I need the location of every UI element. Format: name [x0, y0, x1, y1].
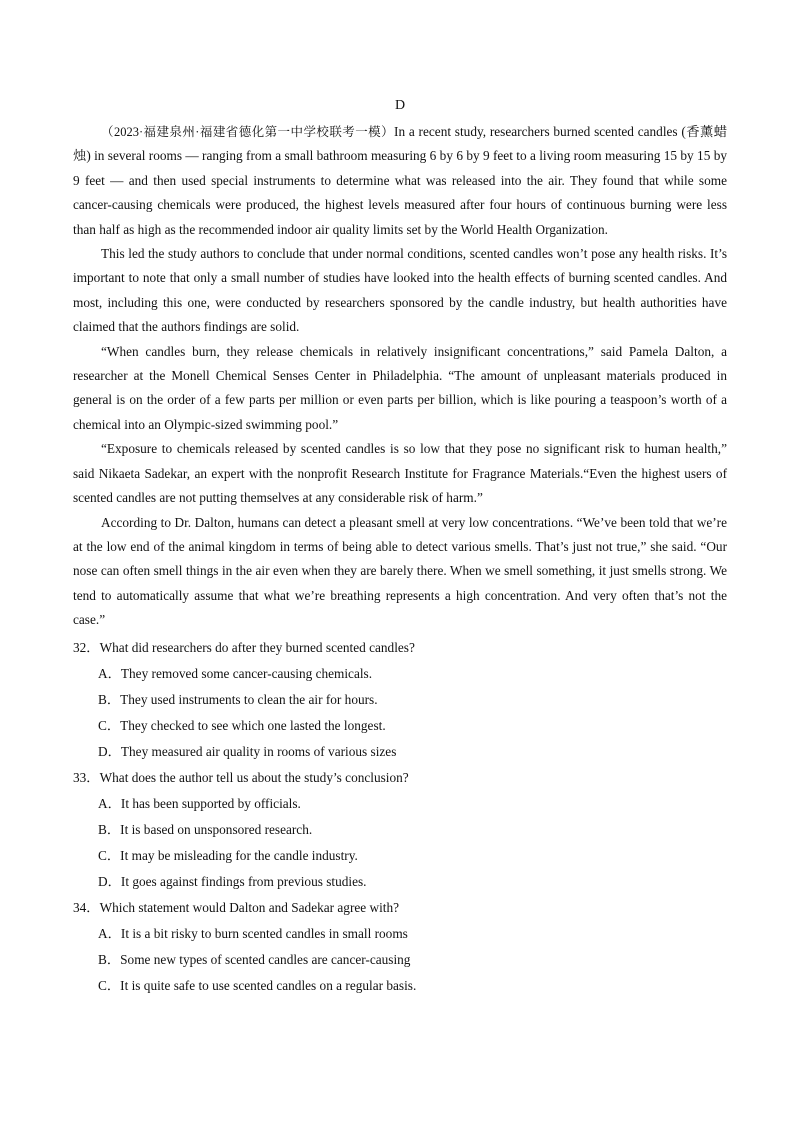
- answer-option-d: D．They measured air quality in rooms of various sizes: [98, 743, 397, 759]
- answer-option-a: A．It is a bit risky to burn scented candles in small rooms: [98, 925, 408, 941]
- answer-option-a: A．They removed some cancer-causing chemicals.: [98, 665, 373, 681]
- document-page: [73, 96, 727, 999]
- question-32: [73, 635, 727, 765]
- passage-paragraph-3: “When candles burn, they release chemicals in relatively insignificant concentrations,” said Pamela Dalton, a researcher at the Monell Chemical Senses Center in Philadelphia. “The amount of unpleasant materials produced in general is on the order of a few parts per million or even parts per billion, which is like pouring a teaspoon’s worth of a chemical into an Olympic-sized swimming pool.”: [73, 343, 727, 432]
- passage-paragraph-5: According to Dr. Dalton, humans can detect a pleasant smell at very low concentrations. “We’ve been told that we’re at the low end of the animal kingdom in terms of being able to detect various smells. That’s just not true,” she said. “Our nose can often smell things in the air even when they are barely there. When we smell something, it just smells strong. We tend to automatically assume that what we’re breathing represents a high concentration. And very often that’s not the case.”: [73, 514, 727, 628]
- source-tag: （2023·福建泉州·福建省德化第一中学校联考一模）: [101, 125, 395, 139]
- answer-option-d: D．It goes against findings from previous studies.: [98, 873, 367, 889]
- question-stem: 34．Which statement would Dalton and Sadekar agree with?: [73, 899, 400, 915]
- passage-paragraph-2: This led the study authors to conclude that under normal conditions, scented candles won’t pose any health risks. It’s important to note that only a small number of studies have looked into the health effects of burning scented candles. And most, including this one, were conducted by researchers sponsored by the candle industry, but health authorities have claimed that the authors findings are solid.: [73, 246, 727, 335]
- passage-paragraph-4: “Exposure to chemicals released by scented candles is so low that they pose no significant risk to human health,” said Nikaeta Sadekar, an expert with the nonprofit Research Institute for Fragrance Materials.“Even the highest users of scented candles are not putting themselves at any considerable risk of harm.”: [73, 441, 727, 506]
- answer-option-b: B．Some new types of scented candles are cancer-causing: [98, 951, 411, 967]
- answer-option-b: B．They used instruments to clean the air for hours.: [98, 691, 378, 707]
- answer-option-c: C．It is quite safe to use scented candles on a regular basis.: [98, 977, 417, 993]
- question-stem: 33．What does the author tell us about the study’s conclusion?: [73, 769, 409, 785]
- answer-option-b: B．It is based on unsponsored research.: [98, 821, 313, 837]
- paragraph-text: In a recent study, researchers burned scented candles (香薰蜡烛) in several rooms — ranging from a small bathroom measuring 6 by 6 by 9 feet to a living room measuring 15 by 15 by 9 feet — and then used special instruments to determine what was released into the air. They found that while some cancer-causing chemicals were produced, the highest levels measured after four hours of continuous burning were less than half as high as the recommended indoor air quality limits set by the World Health Organization.: [73, 124, 727, 237]
- question-34: [73, 895, 727, 999]
- answer-option-c: C．They checked to see which one lasted the longest.: [98, 717, 386, 733]
- section-heading: D: [394, 98, 406, 113]
- question-list: [73, 635, 727, 999]
- passage-paragraph-1: [73, 120, 727, 242]
- question-33: [73, 765, 727, 895]
- answer-option-a: A．It has been supported by officials.: [98, 795, 301, 811]
- question-stem: 32．What did researchers do after they burned scented candles?: [73, 639, 415, 655]
- answer-option-c: C．It may be misleading for the candle industry.: [98, 847, 358, 863]
